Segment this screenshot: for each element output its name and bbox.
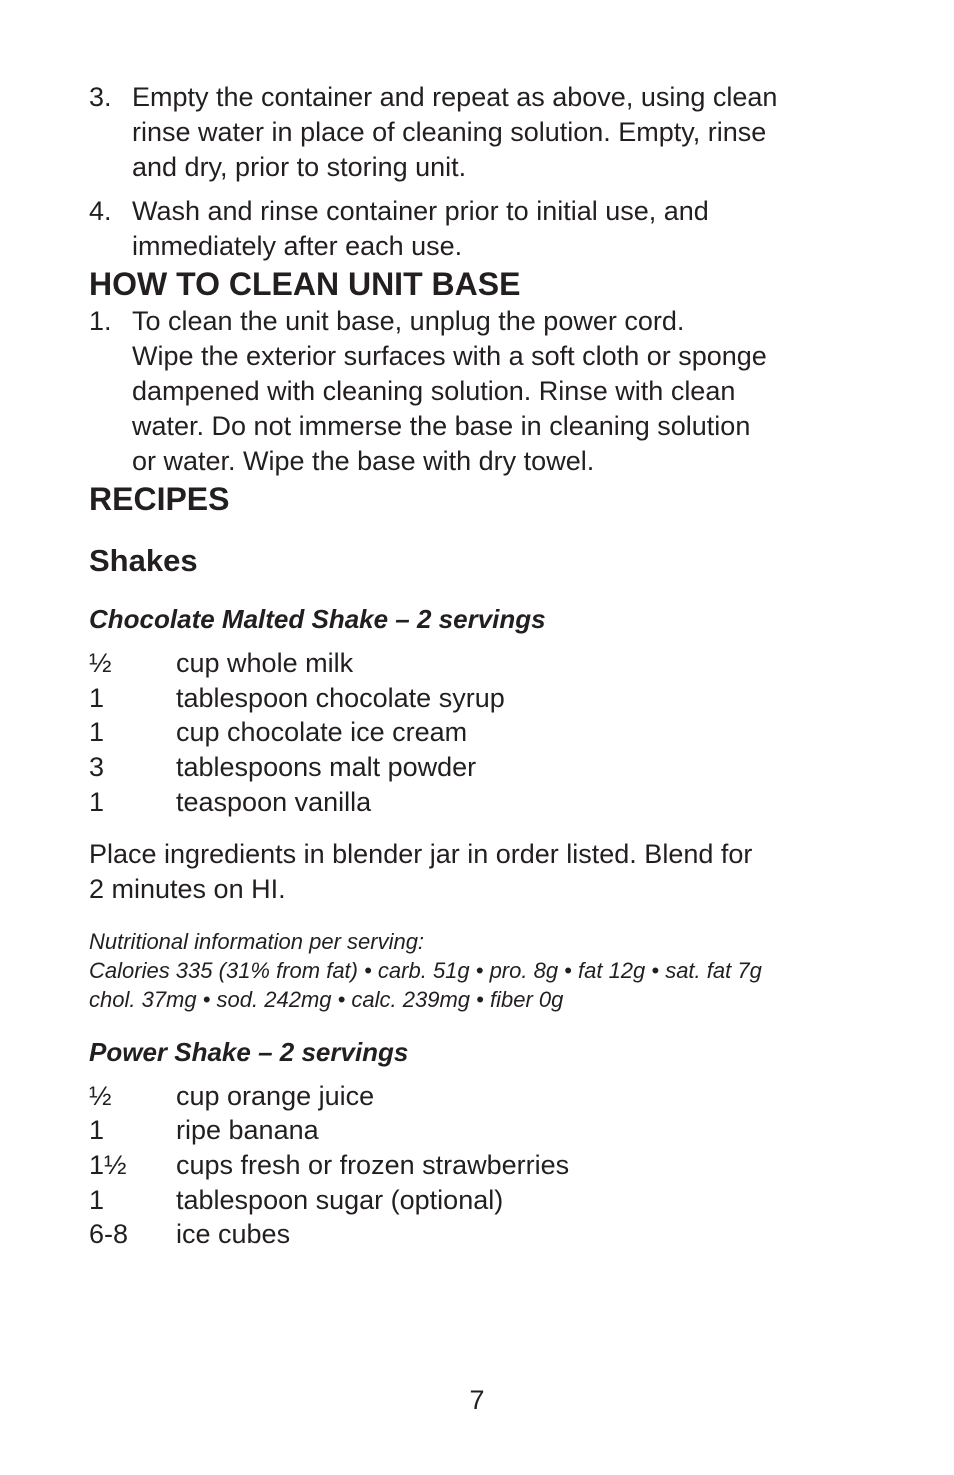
step-number: 1. [89,306,112,336]
ingredient-quantity: 1 [89,786,105,817]
ingredient-row [89,646,869,681]
ingredient-row [89,1113,869,1148]
ingredient-name: cup orange juice [176,1080,375,1111]
ingredient-row [89,715,869,750]
clean-base-steps-list [89,304,869,479]
ingredient-row [89,1217,869,1252]
ingredient-row [89,681,869,716]
ingredient-quantity: 1 [89,1115,105,1146]
ingredient-name: cups fresh or frozen strawberries [176,1149,570,1180]
step-text: Empty the container and repeat as above, using clean rinse water in place of cleaning solution. Empty, rinse and dry, prior to storing unit. [132,82,778,182]
ingredient-list [89,646,869,820]
ingredient-quantity: 1 [89,717,105,748]
ingredient-quantity: 3 [89,752,105,783]
recipes-heading: RECIPES [89,481,230,517]
ingredient-name: ice cubes [176,1219,291,1250]
ingredient-name: cup chocolate ice cream [176,717,468,748]
recipe-title: Chocolate Malted Shake – 2 servings [89,604,546,634]
ingredient-quantity: ½ [89,1080,112,1111]
ingredient-name: tablespoons malt powder [176,752,477,783]
ingredient-row [89,1148,869,1183]
step-text: To clean the unit base, unplug the power cord. Wipe the exterior surfaces with a soft cloth or sponge dampened with cleaning solution. Rinse with clean water. Do not immerse the base in cleaning solution or water. Wipe the base with dry towel. [132,306,767,476]
page-content [89,80,869,1252]
ingredient-name: tablespoon sugar (optional) [176,1184,504,1215]
clean-base-step [89,304,869,479]
ingredient-quantity: 6-8 [89,1219,129,1250]
ingredient-quantity: 1½ [89,1149,127,1180]
page-number: 7 [469,1385,485,1415]
ingredient-name: teaspoon vanilla [176,786,372,817]
nutrition-info: Nutritional information per serving: Calories 335 (31% from fat) • carb. 51g • pro. 8g • fat 12g • sat. fat 7g chol. 37mg • sod. 242mg • calc. 239mg • fiber 0g [89,928,762,1012]
ingredient-quantity: 1 [89,682,105,713]
recipe-title: Power Shake – 2 servings [89,1036,409,1067]
ingredient-row [89,1183,869,1218]
ingredient-quantity: ½ [89,648,112,678]
cleaning-step [89,194,869,264]
ingredient-row [89,1079,869,1114]
recipe-directions: Place ingredients in blender jar in order listed. Blend for 2 minutes on HI. [89,838,753,904]
ingredient-quantity: 1 [89,1184,105,1215]
step-text: Wash and rinse container prior to initial use, and immediately after each use. [132,196,709,261]
step-number: 4. [89,196,112,226]
cleaning-steps-list [89,80,869,264]
clean-base-heading: HOW TO CLEAN UNIT BASE [89,266,521,302]
ingredient-row [89,785,869,820]
shakes-heading: Shakes [89,543,198,578]
ingredient-name: tablespoon chocolate syrup [176,682,505,713]
ingredient-name: cup whole milk [176,648,354,678]
ingredient-name: ripe banana [176,1115,319,1146]
cleaning-step [89,80,869,185]
ingredient-row [89,750,869,785]
step-number: 3. [89,82,112,112]
ingredient-list [89,1079,869,1253]
